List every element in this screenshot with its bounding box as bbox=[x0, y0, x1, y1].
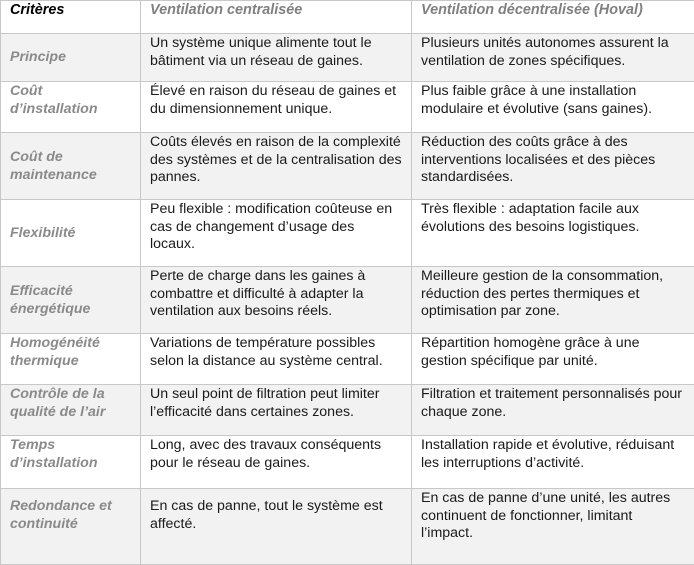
centralized-cell: Long, avec des travaux conséquents pour le réseau de gaines. bbox=[141, 436, 412, 489]
decentralized-cell: Filtration et traitement personnalisés pour chaque zone. bbox=[412, 385, 694, 436]
header-row bbox=[1, 1, 694, 34]
centralized-cell: Coûts élevés en raison de la complexité des systèmes et de la centralisation des pannes. bbox=[141, 133, 412, 200]
table-row bbox=[1, 385, 694, 436]
table-row bbox=[1, 133, 694, 200]
decentralized-cell: En cas de panne d’une unité, les autres continuent de fonctionner, limitant l’impact. bbox=[412, 489, 694, 565]
table-row bbox=[1, 489, 694, 565]
centralized-cell: Un seul point de filtration peut limiter l’efficacité dans certaines zones. bbox=[141, 385, 412, 436]
header-decentralized: Ventilation décentralisée (Hoval) bbox=[412, 1, 694, 34]
criterion-cell: Flexibilité bbox=[1, 200, 141, 267]
decentralized-cell: Meilleure gestion de la consommation, réduction des pertes thermiques et optimisation par zone. bbox=[412, 267, 694, 334]
centralized-cell: Élevé en raison du réseau de gaines et du dimensionnement unique. bbox=[141, 82, 412, 133]
criterion-cell: Temps d’installation bbox=[1, 436, 141, 489]
decentralized-cell: Très flexible : adaptation facile aux évolutions des besoins logistiques. bbox=[412, 200, 694, 267]
decentralized-cell: Réduction des coûts grâce à des interventions localisées et des pièces standardisées. bbox=[412, 133, 694, 200]
centralized-cell: Un système unique alimente tout le bâtiment via un réseau de gaines. bbox=[141, 34, 412, 82]
centralized-cell: En cas de panne, tout le système est affecté. bbox=[141, 489, 412, 565]
decentralized-cell: Plusieurs unités autonomes assurent la ventilation de zones spécifiques. bbox=[412, 34, 694, 82]
centralized-cell: Perte de charge dans les gaines à combattre et difficulté à adapter la ventilation aux besoins réels. bbox=[141, 267, 412, 334]
header-criteria: Critères bbox=[1, 1, 141, 34]
table-row bbox=[1, 267, 694, 334]
table-row bbox=[1, 436, 694, 489]
table-row bbox=[1, 334, 694, 385]
criterion-cell: Coût d’installation bbox=[1, 82, 141, 133]
criterion-cell: Contrôle de la qualité de l’air bbox=[1, 385, 141, 436]
table-row bbox=[1, 82, 694, 133]
criterion-cell: Homogénéité thermique bbox=[1, 334, 141, 385]
criterion-cell: Efficacité énergétique bbox=[1, 267, 141, 334]
centralized-cell: Variations de température possibles selon la distance au système central. bbox=[141, 334, 412, 385]
decentralized-cell: Répartition homogène grâce à une gestion spécifique par unité. bbox=[412, 334, 694, 385]
criterion-cell: Redondance et continuité bbox=[1, 489, 141, 565]
table-row bbox=[1, 200, 694, 267]
criterion-cell: Coût de maintenance bbox=[1, 133, 141, 200]
centralized-cell: Peu flexible : modification coûteuse en cas de changement d’usage des locaux. bbox=[141, 200, 412, 267]
table-row bbox=[1, 34, 694, 82]
decentralized-cell: Installation rapide et évolutive, réduisant les interruptions d’activité. bbox=[412, 436, 694, 489]
header-centralized: Ventilation centralisée bbox=[141, 1, 412, 34]
decentralized-cell: Plus faible grâce à une installation modulaire et évolutive (sans gaines). bbox=[412, 82, 694, 133]
criterion-cell: Principe bbox=[1, 34, 141, 82]
